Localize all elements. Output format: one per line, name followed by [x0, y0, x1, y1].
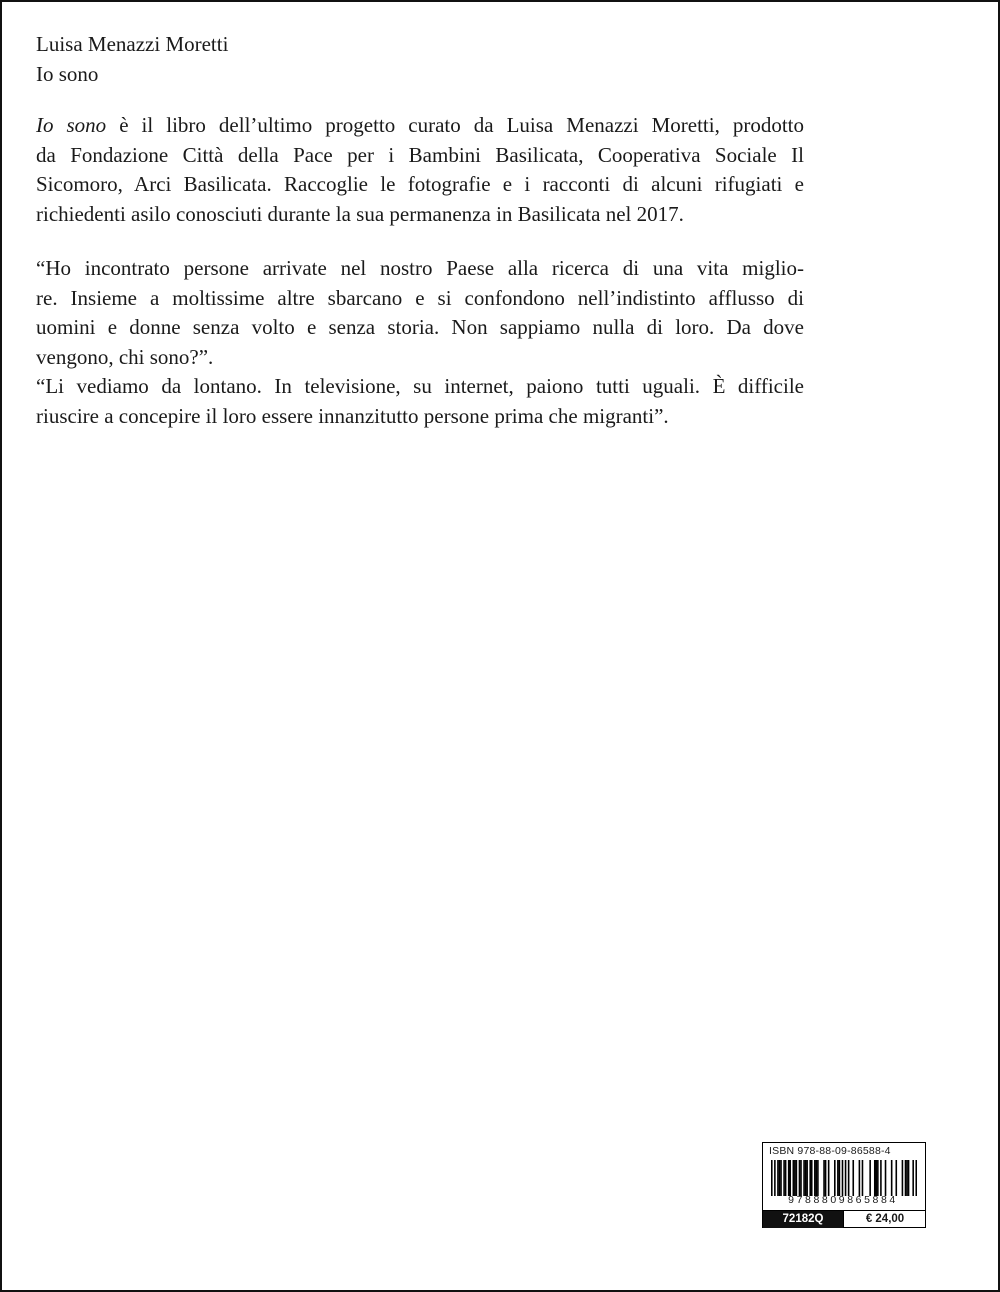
code-price-row [763, 1210, 925, 1228]
blurb-title-italic: Io sono [36, 113, 107, 137]
quote-line: vengono, chi sono?”. [36, 344, 214, 369]
book-title: Io sono [36, 62, 99, 86]
author-name: Luisa Menazzi Moretti [36, 32, 229, 56]
isbn-text: ISBN 978-88-09-86588-4 [769, 1145, 891, 1157]
blurb-line: Io sono è il libro dell’ultimo progetto curato da Luisa Menazzi Moretti, prodotto [36, 113, 805, 137]
quote-line: riuscire a concepire il loro essere innanzitutto persone prima che migranti”. [36, 403, 669, 428]
product-code: 72182Q [763, 1211, 843, 1228]
quote-paragraph [36, 254, 804, 431]
quote-line: “Li vediamo da lontano. In televisione, su internet, paiono tutti uguali. È difficile [36, 374, 804, 398]
ean-digits: 9788809865884 [788, 1194, 898, 1206]
blurb-line: da Fondazione Città della Pace per i Bambini Basilicata, Cooperativa Sociale Il [36, 142, 804, 167]
quote-line: re. Insieme a moltissime altre sbarcano e si confondono nell’indistinto afflusso di [36, 285, 804, 310]
quote-line: “Ho incontrato persone arrivate nel nostro Paese alla ricerca di una vita miglio- [36, 256, 804, 280]
blurb-line: Sicomoro, Arci Basilicata. Raccoglie le fotografie e i racconti di alcuni rifugiati e [36, 172, 804, 196]
quote-line: uomini e donne senza volto e senza storia. Non sappiamo nulla di loro. Da dove [36, 315, 804, 339]
blurb-paragraph [36, 111, 804, 229]
barcode-icon [771, 1160, 917, 1196]
barcode-label [762, 1142, 926, 1228]
price: € 24,00 [843, 1211, 926, 1228]
blurb-line: richiedenti asilo conosciuti durante la sua permanenza in Basilicata nel 2017. [36, 201, 684, 226]
